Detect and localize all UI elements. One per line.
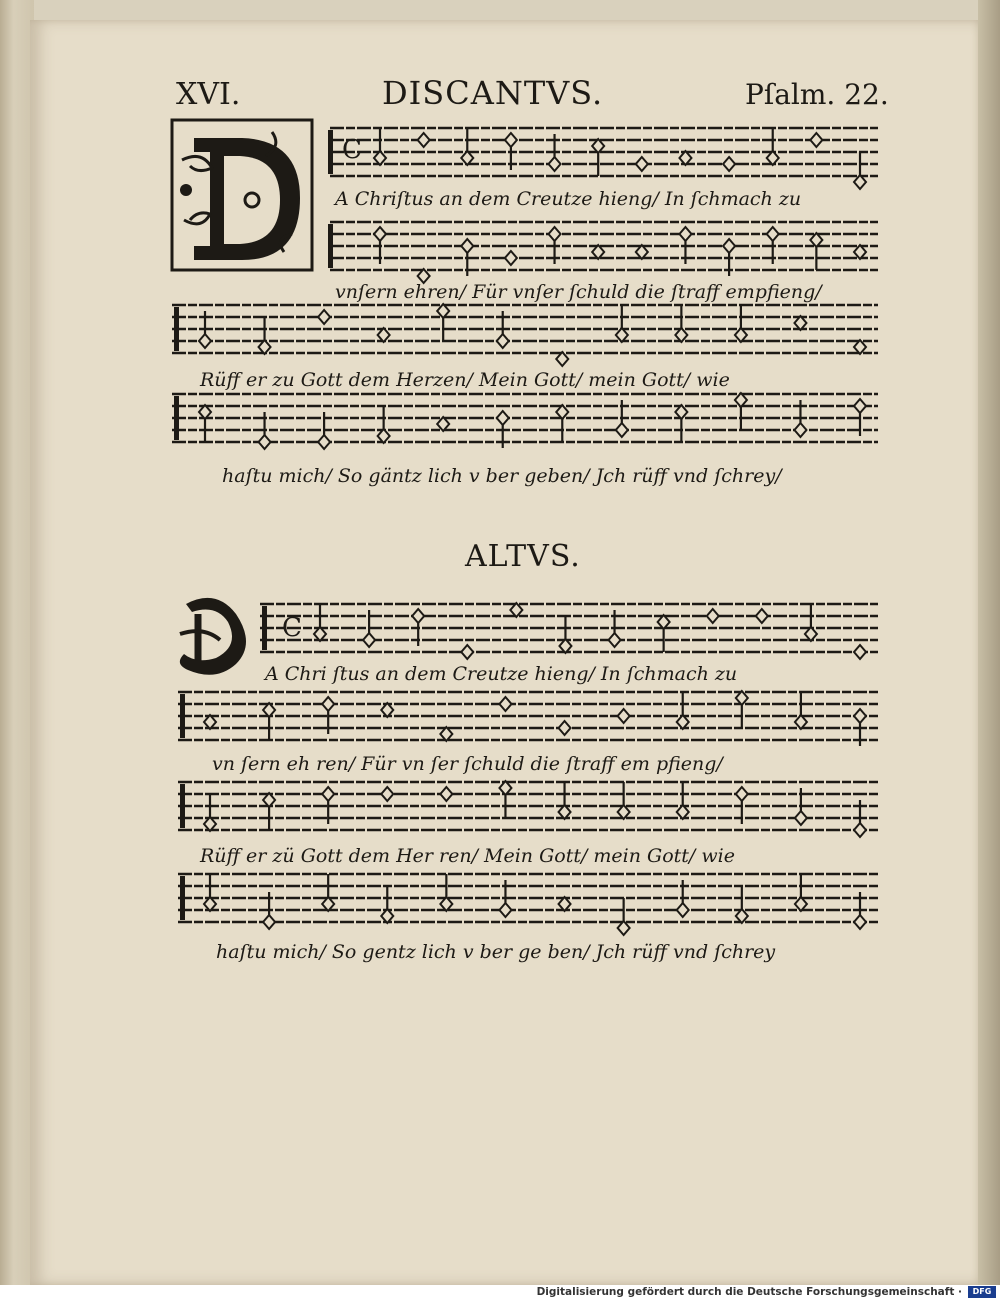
digitization-credit: Digitalisierung gefördert durch die Deutsche Forschungsgemeinschaft · — [536, 1286, 962, 1298]
note-head — [381, 787, 393, 801]
note-head — [559, 721, 571, 735]
note-head — [854, 823, 866, 837]
dfg-logo: DFG — [968, 1286, 996, 1298]
staff — [330, 222, 878, 270]
clef — [174, 307, 179, 351]
note-head — [707, 609, 719, 623]
note-head — [756, 609, 768, 623]
note-head — [767, 227, 779, 241]
mensuration-sign: C — [342, 135, 362, 165]
note-head — [322, 697, 334, 711]
staff — [330, 128, 878, 176]
clef — [262, 606, 267, 650]
note-head — [723, 157, 735, 171]
note-head — [259, 435, 271, 449]
note-head — [374, 227, 386, 241]
note-head — [609, 633, 621, 647]
lyric-line: vnſern ehren/ Für vnſer ſchuld die ſtraff empfieng/ — [335, 281, 822, 303]
note-head — [854, 915, 866, 929]
clef — [328, 224, 333, 268]
clef — [180, 876, 185, 920]
note-head — [497, 411, 509, 425]
page-number: XVI. — [176, 77, 241, 112]
note-head — [263, 915, 275, 929]
lyric-line: Rüff er zü Gott dem Her ren/ Mein Gott/ mein Gott/ wie — [200, 845, 735, 867]
note-head — [854, 709, 866, 723]
note-head — [794, 423, 806, 437]
voice-title-altus: ALTVS. — [465, 539, 581, 574]
note-head — [199, 334, 211, 348]
note-head — [318, 310, 330, 324]
clef — [180, 784, 185, 828]
staff — [178, 692, 878, 740]
note-head — [499, 903, 511, 917]
note-head — [549, 157, 561, 171]
note-head — [497, 334, 509, 348]
lyric-line: Rüff er zu Gott dem Herzen/ Mein Gott/ mein Gott/ wie — [200, 369, 730, 391]
note-head — [636, 157, 648, 171]
lyric-line: haſtu mich/ So gäntz lich v ber geben/ Jch rüff vnd ſchrey/ — [222, 465, 782, 487]
lyric-line: haſtu mich/ So gentz lich v ber ge ben/ Jch rüff vnd ſchrey — [216, 941, 776, 963]
note-head — [616, 423, 628, 437]
note-head — [736, 787, 748, 801]
lyric-line: vn ſern eh ren/ Für vn ſer ſchuld die ſtraff em pfieng/ — [212, 753, 723, 775]
note-head — [440, 787, 452, 801]
note-head — [549, 227, 561, 241]
staff — [178, 782, 878, 830]
note-head — [322, 787, 334, 801]
note-head — [499, 697, 511, 711]
altus-heading — [464, 539, 581, 574]
note-head — [461, 645, 473, 659]
lyric-line: A Chri ſtus an dem Creutze hieng/ In ſchmach zu — [265, 663, 738, 685]
note-head — [618, 709, 630, 723]
clef — [328, 130, 333, 174]
staff — [172, 394, 878, 442]
clef — [174, 396, 179, 440]
calligraphic-initial-d — [180, 598, 246, 675]
note-head — [854, 645, 866, 659]
clef — [180, 694, 185, 738]
note-head — [363, 633, 375, 647]
voice-title-discantus: DISCANTVS. — [382, 74, 604, 112]
note-head — [461, 239, 473, 253]
note-head — [795, 811, 807, 825]
note-head — [679, 227, 691, 241]
note-head — [810, 133, 822, 147]
note-head — [318, 435, 330, 449]
note-head — [677, 903, 689, 917]
note-head — [505, 251, 517, 265]
note-head — [854, 399, 866, 413]
note-head — [412, 609, 424, 623]
psalm-number: Pſalm. 22. — [745, 78, 889, 111]
mensuration-sign: C — [282, 613, 302, 643]
ornate-initial-d — [172, 120, 312, 270]
note-head — [723, 239, 735, 253]
staff — [178, 874, 878, 922]
lyric-line: A Chriſtus an dem Creutze hieng/ In ſchmach zu — [335, 188, 802, 210]
note-head — [418, 133, 430, 147]
note-head — [505, 133, 517, 147]
staff — [172, 305, 878, 353]
running-head — [176, 74, 889, 112]
